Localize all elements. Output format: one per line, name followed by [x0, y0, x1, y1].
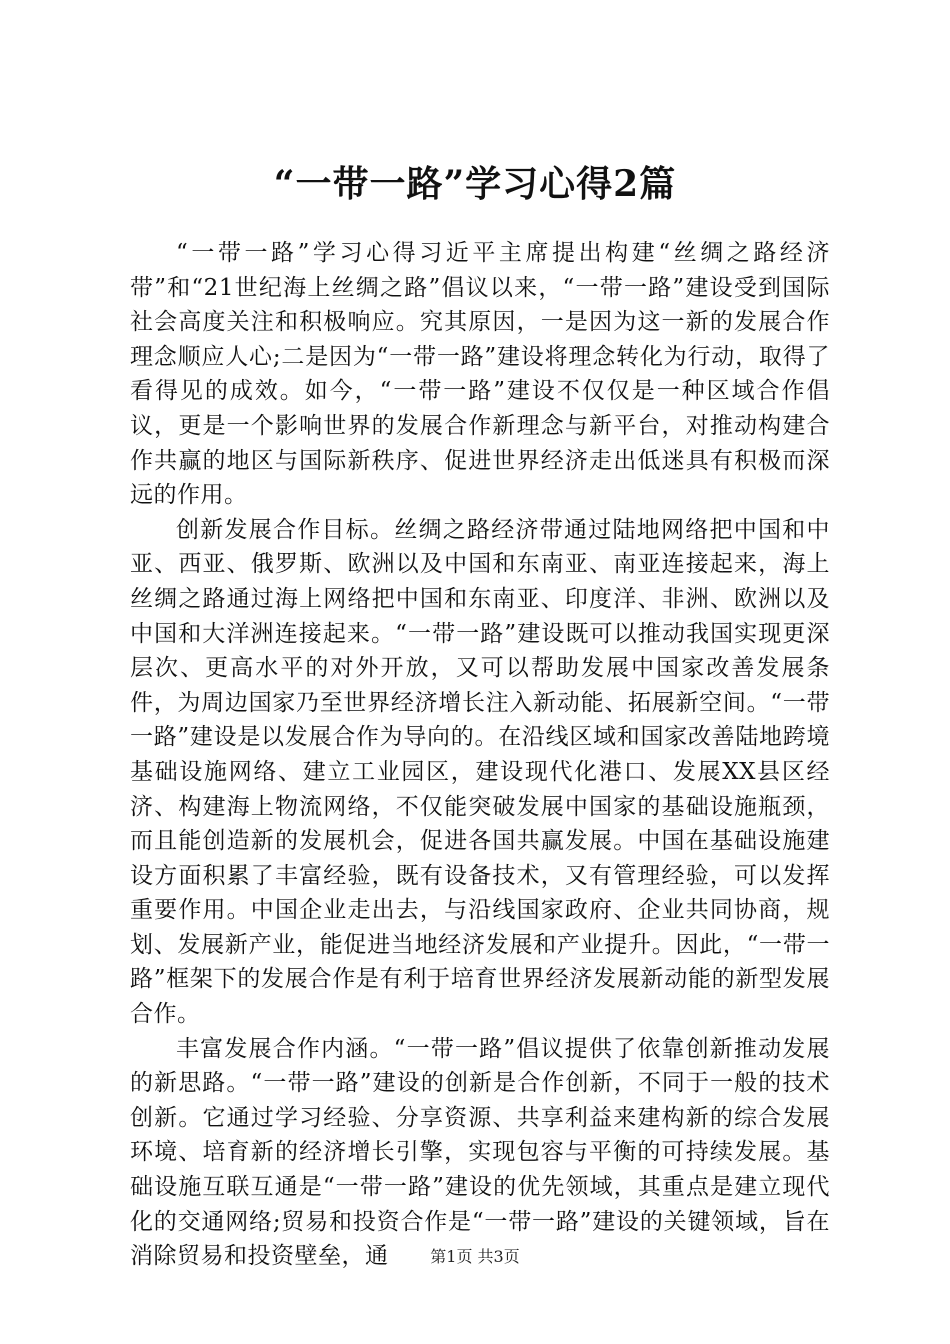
document-body [130, 236, 830, 1274]
paragraph-intro: “一带一路”学习心得习近平主席提出构建“丝绸之路经济带”和“21世纪海上丝绸之路”倡议以来，“一带一路”建设受到国际社会高度关注和积极响应。究其原因，一是因为这一新的发展合作理念顺应人心;二是因为“一带一路”建设将理念转化为行动，取得了看得见的成效。如今，“一带一路”建设不仅仅是一种区域合作倡议，更是一个影响世界的发展合作新理念与新平台，对推动构建合作共赢的地区与国际新秩序、促进世界经济走出低迷具有积极而深远的作用。 [130, 240, 830, 509]
document-title: “一带一路”学习心得2篇 [273, 163, 677, 205]
paragraph-enrich-connotation: 丰富发展合作内涵。“一带一路”倡议提供了依靠创新推动发展的新思路。“一带一路”建设的创新是合作创新，不同于一般的技术创新。它通过学习经验、分享资源、共享利益来建构新的综合发展环境、培育新的经济增长引擎，实现包容与平衡的可持续发展。基础设施互联互通是“一带一路”建设的优先领域，其重点是建立现代化的交通网络;贸易和投资合作是“一带一路”建设的关键领域，旨在消除贸易和投资壁垒，通 [130, 1035, 830, 1270]
paragraph-innovation-goals: 创新发展合作目标。丝绸之路经济带通过陆地网络把中国和中亚、西亚、俄罗斯、欧洲以及中国和东南亚、南亚连接起来，海上丝绸之路通过海上网络把中国和东南亚、印度洋、非洲、欧洲以及中国和大洋洲连接起来。“一带一路”建设既可以推动我国实现更深层次、更高水平的对外开放，又可以帮助发展中国家改善发展条件，为周边国家乃至世界经济增长注入新动能、拓展新空间。“一带一路”建设是以发展合作为导向的。在沿线区域和国家改善陆地跨境基础设施网络、建立工业园区，建设现代化港口、发展XX县区经济、构建海上物流网络，不仅能突破发展中国家的基础设施瓶颈，而且能创造新的发展机会，促进各国共赢发展。中国在基础设施建设方面积累了丰富经验，既有设备技术，又有管理经验，可以发挥重要作用。中国企业走出去，与沿线国家政府、企业共同协商，规划、发展新产业，能促进当地经济发展和产业提升。因此，“一带一路”框架下的发展合作是有利于培育世界经济发展新动能的新型发展合作。 [130, 516, 830, 1028]
page-number-footer: 第1页 共3页 [430, 1247, 520, 1266]
